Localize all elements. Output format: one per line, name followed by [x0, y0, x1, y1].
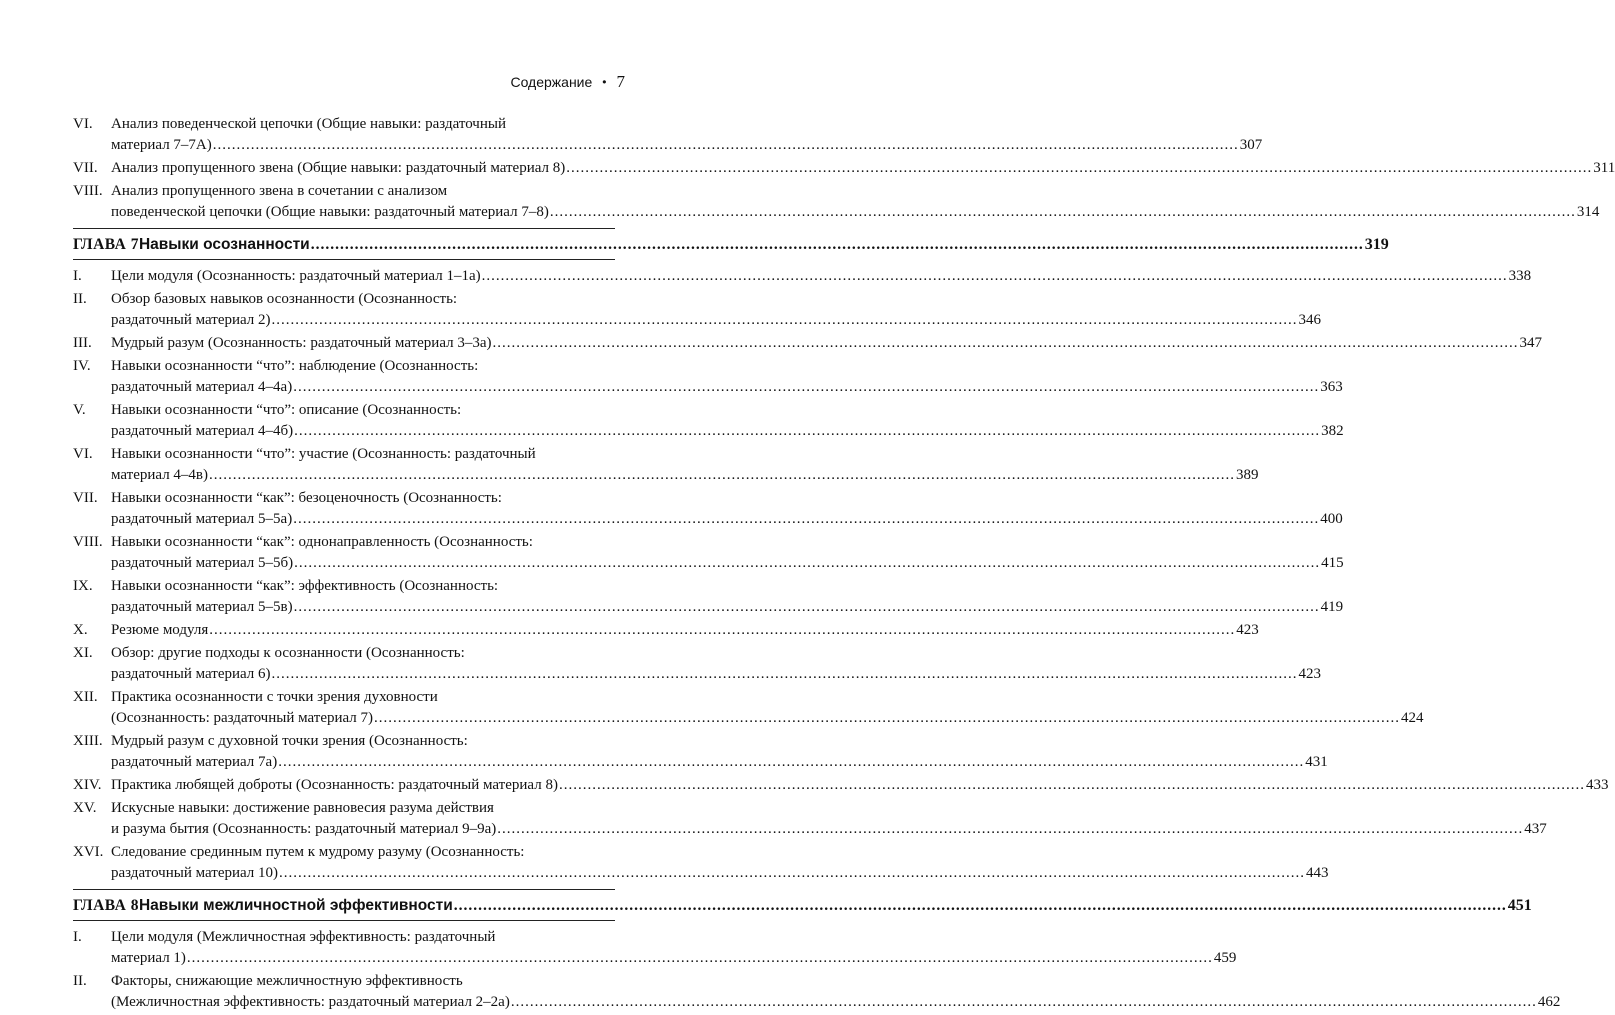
entry-number: VIII. [73, 183, 103, 199]
entry-last-line [111, 509, 1343, 530]
entry-line: материал 1) [111, 950, 186, 966]
dot-leader [272, 664, 1298, 685]
entry-page: 443 [1306, 865, 1329, 881]
dot-leader [294, 553, 1320, 574]
dot-leader [566, 158, 1592, 179]
bullet-separator: • [602, 75, 607, 89]
toc-entry [73, 798, 1547, 840]
entry-number: III. [73, 335, 92, 351]
entry-number: XIV. [73, 777, 102, 793]
toc-entry [73, 333, 1543, 354]
entry-number: XI. [73, 645, 93, 661]
chapter-heading [73, 228, 1389, 260]
entry-last-line [111, 863, 1329, 884]
entry-number: V. [73, 402, 86, 418]
entry-line: Навыки осознанности “как”: безоценочность (Осознанность: [111, 490, 502, 506]
toc-entry [73, 927, 1237, 969]
entry-line: раздаточный материал 5–5б) [111, 555, 294, 571]
dot-leader [311, 234, 1364, 255]
entry-text [111, 532, 1344, 574]
entry-last-line [111, 135, 1262, 156]
chapter-page: 319 [1364, 236, 1389, 253]
page-number: 7 [616, 72, 625, 91]
toc-entry [73, 400, 1344, 442]
entry-last-line [111, 597, 1343, 618]
dot-leader [209, 620, 1235, 641]
toc-entry [73, 576, 1344, 618]
entry-number: X. [73, 622, 88, 638]
entry-last-line [111, 333, 1542, 354]
entry-text [111, 576, 1343, 618]
entry-line: Мудрый разум (Осознанность: раздаточный материал 3–3а) [111, 335, 492, 351]
entry-line: материал 7–7А) [111, 137, 212, 153]
dot-leader [279, 863, 1305, 884]
entry-text [111, 643, 1321, 685]
entry-number: VI. [73, 116, 93, 132]
entry-page: 338 [1508, 268, 1532, 284]
entry-text [111, 114, 1262, 156]
entry-line: Цели модуля (Межличностная эффективность: раздаточный [111, 929, 496, 945]
toc-entry [73, 444, 1259, 486]
dot-leader [559, 775, 1585, 796]
dot-leader [187, 948, 1213, 969]
entry-line: (Осознанность: раздаточный материал 7) [111, 710, 374, 726]
toc-entry [73, 181, 1600, 223]
entry-last-line [111, 620, 1259, 641]
entry-page: 382 [1321, 423, 1344, 439]
toc-entry [73, 687, 1424, 729]
entry-number: IX. [73, 578, 93, 594]
entry-last-line [111, 465, 1259, 486]
entry-text [111, 356, 1343, 398]
entry-page: 307 [1239, 137, 1263, 153]
entry-line: раздаточный материал 4–4а) [111, 379, 293, 395]
entry-last-line [111, 708, 1424, 729]
entry-line: раздаточный материал 4–4б) [111, 423, 294, 439]
entry-line: раздаточный материал 6) [111, 666, 271, 682]
toc-entry [73, 114, 1263, 156]
entry-number: II. [73, 973, 87, 989]
entry-line: раздаточный материал 5–5а) [111, 511, 293, 527]
entry-last-line [111, 992, 1560, 1013]
toc-entry [73, 532, 1344, 574]
entry-number: IV. [73, 358, 91, 374]
entry-line: Мудрый разум с духовной точки зрения (Осознанность: [111, 733, 468, 749]
entry-text [111, 266, 1531, 287]
toc-entry [73, 971, 1561, 1013]
entry-line: Практика любящей доброты (Осознанность: раздаточный материал 8) [111, 777, 558, 793]
entry-last-line [111, 421, 1344, 442]
dot-leader [294, 597, 1320, 618]
dot-leader [497, 819, 1523, 840]
entry-text [111, 400, 1344, 442]
entry-line: Обзор базовых навыков осознанности (Осознанность: [111, 291, 458, 307]
chapter-label: ГЛАВА 7 [73, 236, 139, 253]
entry-page: 400 [1320, 511, 1343, 527]
dot-leader [482, 266, 1508, 287]
entry-text [111, 775, 1608, 796]
entry-page: 419 [1320, 599, 1344, 615]
entry-text [111, 927, 1236, 969]
entry-page: 459 [1213, 950, 1237, 966]
dot-leader [294, 421, 1320, 442]
entry-number: XV. [73, 800, 97, 816]
entry-page: 363 [1320, 379, 1343, 395]
entry-line: Обзор: другие подходы к осознанности (Осознанность: [111, 645, 465, 661]
entry-number: I. [73, 268, 82, 284]
chapter-label: ГЛАВА 8 [73, 897, 139, 914]
entry-line: раздаточный материал 5–5в) [111, 599, 293, 615]
chapter-heading [73, 889, 1532, 921]
entry-number: VII. [73, 490, 98, 506]
entry-line: Навыки осознанности “как”: эффективность (Осознанность: [111, 578, 499, 594]
entry-page: 346 [1298, 312, 1322, 328]
entry-last-line [111, 202, 1599, 223]
entry-last-line [111, 158, 1615, 179]
toc-entry [73, 620, 1259, 641]
entry-page: 311 [1593, 160, 1615, 176]
entry-text [111, 798, 1547, 840]
entry-page: 424 [1401, 710, 1424, 726]
entry-page: 415 [1321, 555, 1344, 571]
entry-number: XIII. [73, 733, 103, 749]
entry-last-line [111, 819, 1547, 840]
toc-entry [73, 356, 1343, 398]
dot-leader [493, 333, 1519, 354]
entry-line: Искусные навыки: достижение равновесия разума действия [111, 800, 494, 816]
entry-line: Резюме модуля [111, 622, 209, 638]
entry-last-line [111, 377, 1343, 398]
toc-entry [73, 775, 1609, 796]
entry-text [111, 971, 1560, 1013]
entry-text [111, 687, 1424, 729]
entry-line: Навыки осознанности “что”: наблюдение (Осознанность: [111, 358, 479, 374]
entry-line: раздаточный материал 10) [111, 865, 279, 881]
entry-number: VIII. [73, 534, 103, 550]
entry-line: раздаточный материал 7а) [111, 754, 278, 770]
entry-line: Навыки осознанности “что”: описание (Осознанность: [111, 402, 462, 418]
dot-leader [213, 135, 1239, 156]
entry-last-line [111, 775, 1608, 796]
entry-text [111, 731, 1328, 773]
chapter-page: 451 [1507, 897, 1532, 914]
entry-page: 423 [1298, 666, 1322, 682]
entry-line: Анализ поведенческой цепочки (Общие навыки: раздаточный [111, 116, 506, 132]
toc-entry [73, 488, 1343, 530]
toc-entry [73, 731, 1328, 773]
entry-text [111, 181, 1599, 223]
entry-text [111, 158, 1615, 179]
entry-line: раздаточный материал 2) [111, 312, 271, 328]
running-head [510, 72, 625, 92]
entry-line: Навыки осознанности “что”: участие (Осознанность: раздаточный [111, 446, 536, 462]
toc-entry [73, 842, 1329, 884]
dot-leader [278, 752, 1304, 773]
chapter-title: Навыки осознанности [138, 236, 310, 253]
entry-text [111, 488, 1343, 530]
entry-page: 431 [1305, 754, 1328, 770]
entry-text [111, 842, 1329, 884]
entry-line: и разума бытия (Осознанность: раздаточный материал 9–9а) [111, 821, 497, 837]
dot-leader [293, 509, 1319, 530]
entry-last-line [111, 266, 1531, 287]
entry-page: 437 [1524, 821, 1547, 837]
entry-line: Анализ пропущенного звена в сочетании с анализом [111, 183, 448, 199]
entry-line: (Межличностная эффективность: раздаточный материал 2–2а) [111, 994, 510, 1010]
entry-last-line [111, 948, 1236, 969]
entry-last-line [111, 553, 1344, 574]
entry-page: 423 [1236, 622, 1259, 638]
toc-entry [73, 643, 1322, 685]
entry-page: 314 [1576, 204, 1600, 220]
entry-number: I. [73, 929, 82, 945]
entry-line: материал 4–4в) [111, 467, 209, 483]
toc-entry [73, 266, 1532, 287]
chapter-title: Навыки межличностной эффективности [138, 897, 453, 914]
entry-line: поведенческой цепочки (Общие навыки: раздаточный материал 7–8) [111, 204, 549, 220]
entry-number: VII. [73, 160, 98, 176]
entry-text [111, 620, 1259, 641]
dot-leader [550, 202, 1576, 223]
entry-page: 462 [1537, 994, 1561, 1010]
table-of-contents [73, 114, 1615, 1015]
entry-number: XVI. [73, 844, 104, 860]
entry-line: Анализ пропущенного звена (Общие навыки: раздаточный материал 8) [111, 160, 566, 176]
entry-number: II. [73, 291, 87, 307]
entry-last-line [111, 752, 1328, 773]
dot-leader [374, 708, 1400, 729]
dot-leader [454, 895, 1507, 916]
entry-last-line [111, 664, 1321, 685]
dot-leader [209, 465, 1235, 486]
entry-text [111, 444, 1259, 486]
entry-line: Цели модуля (Осознанность: раздаточный материал 1–1а) [111, 268, 481, 284]
entry-line: Навыки осознанности “как”: однонаправленность (Осознанность: [111, 534, 533, 550]
entry-last-line [111, 310, 1321, 331]
entry-page: 389 [1236, 467, 1259, 483]
entry-line: Практика осознанности с точки зрения духовности [111, 689, 438, 705]
entry-page: 433 [1585, 777, 1609, 793]
entry-line: Факторы, снижающие межличностную эффективность [111, 973, 463, 989]
entry-text [111, 333, 1542, 354]
dot-leader [272, 310, 1298, 331]
toc-entry [73, 158, 1615, 179]
section-title: Содержание [510, 74, 593, 90]
toc-entry [73, 289, 1322, 331]
entry-line: Следование срединным путем к мудрому разуму (Осознанность: [111, 844, 525, 860]
dot-leader [511, 992, 1537, 1013]
entry-number: XII. [73, 689, 98, 705]
dot-leader [293, 377, 1319, 398]
entry-number: VI. [73, 446, 93, 462]
entry-page: 347 [1519, 335, 1543, 351]
entry-text [111, 289, 1321, 331]
